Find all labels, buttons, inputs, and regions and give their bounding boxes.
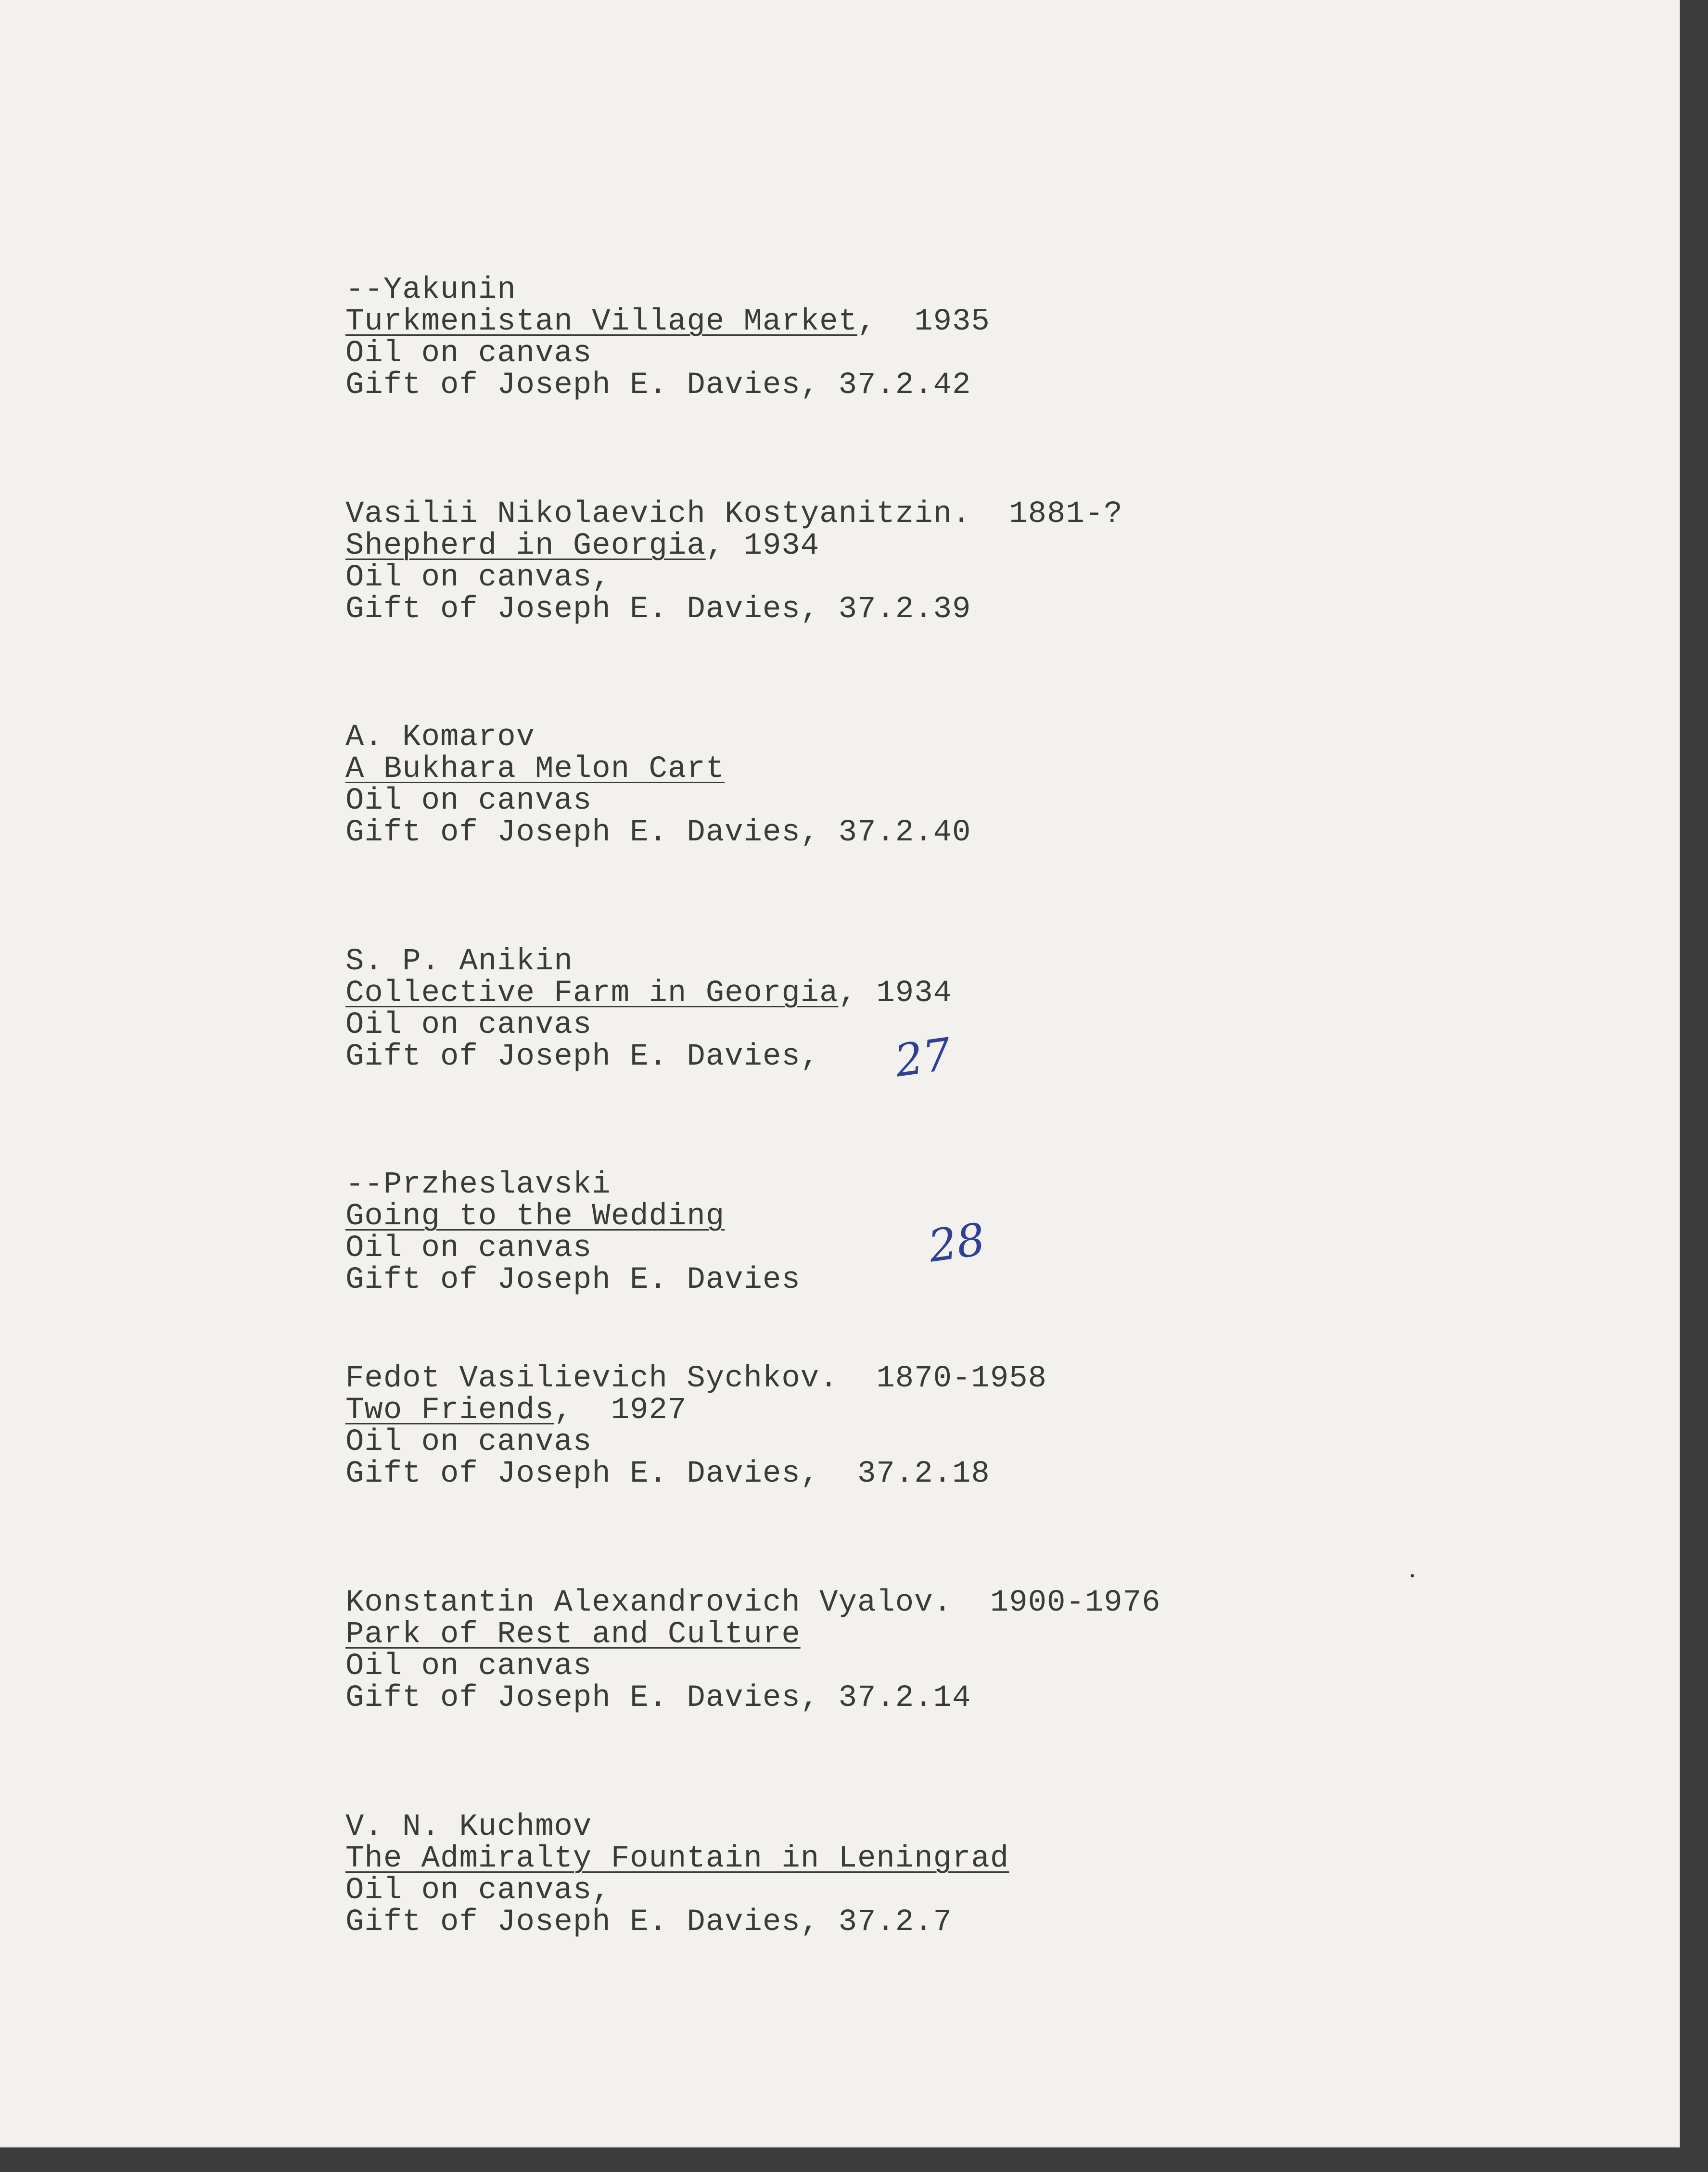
medium-line: Oil on canvas,	[345, 560, 611, 595]
medium-line: Oil on canvas	[345, 336, 592, 371]
artwork-title: The Admiralty Fountain in Leningrad	[345, 1842, 1009, 1876]
title-date: , 1934	[705, 529, 820, 563]
artist-line: Fedot Vasilievich Sychkov. 1870-1958	[345, 1361, 1047, 1396]
title-line	[345, 1619, 1160, 1651]
catalog-entry	[345, 1811, 1009, 1938]
artist-line: --Przheslavski	[345, 1168, 611, 1202]
medium-line: Oil on canvas	[345, 1649, 592, 1684]
title-line	[345, 753, 971, 785]
catalog-entry	[345, 1587, 1160, 1714]
medium-line: Oil on canvas	[345, 1231, 592, 1266]
credit-line: Gift of Joseph E. Davies, 37.2.39	[345, 592, 971, 627]
credit-line: Gift of Joseph E. Davies, 37.2.14	[345, 1681, 971, 1715]
catalog-entry	[345, 274, 990, 401]
medium-line: Oil on canvas	[345, 784, 592, 818]
title-date: , 1935	[857, 305, 990, 339]
credit-line: Gift of Joseph E. Davies, 37.2.40	[345, 815, 971, 850]
title-date: , 1934	[838, 976, 952, 1011]
title-line	[345, 1395, 1047, 1426]
artwork-title: Collective Farm in Georgia	[345, 976, 839, 1011]
title-line	[345, 1843, 1009, 1875]
artist-line: V. N. Kuchmov	[345, 1810, 592, 1844]
artwork-title: A Bukhara Melon Cart	[345, 752, 725, 787]
medium-line: Oil on canvas	[345, 1425, 592, 1460]
catalog-entry	[345, 498, 1123, 625]
medium-line: Oil on canvas	[345, 1008, 592, 1042]
artwork-title: Going to the Wedding	[345, 1199, 725, 1234]
credit-line: Gift of Joseph E. Davies	[345, 1263, 801, 1297]
artwork-title: Turkmenistan Village Market	[345, 305, 857, 339]
artwork-title: Two Friends	[345, 1393, 554, 1428]
artwork-title: Shepherd in Georgia	[345, 529, 706, 563]
artist-line: --Yakunin	[345, 273, 516, 307]
medium-line: Oil on canvas,	[345, 1873, 611, 1908]
title-line	[345, 1201, 801, 1232]
credit-line: Gift of Joseph E. Davies,	[345, 1040, 820, 1074]
credit-line: Gift of Joseph E. Davies, 37.2.42	[345, 368, 971, 403]
handwritten-number: 28	[925, 1213, 988, 1272]
catalog-entry	[345, 946, 952, 1073]
artist-line: Vasilii Nikolaevich Kostyanitzin. 1881-?	[345, 497, 1123, 532]
artist-line: Konstantin Alexandrovich Vyalov. 1900-1976	[345, 1586, 1161, 1620]
catalog-entry	[345, 1169, 801, 1296]
title-line	[345, 530, 1123, 562]
title-line	[345, 978, 952, 1009]
credit-line: Gift of Joseph E. Davies, 37.2.18	[345, 1457, 990, 1491]
credit-line: Gift of Joseph E. Davies, 37.2.7	[345, 1905, 952, 1940]
artist-line: S. P. Anikin	[345, 944, 573, 979]
paper-speck	[1411, 1574, 1414, 1577]
catalog-entry	[345, 1363, 1047, 1490]
handwritten-number: 27	[892, 1028, 955, 1087]
title-line	[345, 306, 990, 338]
artwork-title: Park of Rest and Culture	[345, 1617, 801, 1652]
catalog-entry	[345, 722, 971, 849]
title-date: , 1927	[554, 1393, 687, 1428]
artist-line: A. Komarov	[345, 720, 535, 755]
